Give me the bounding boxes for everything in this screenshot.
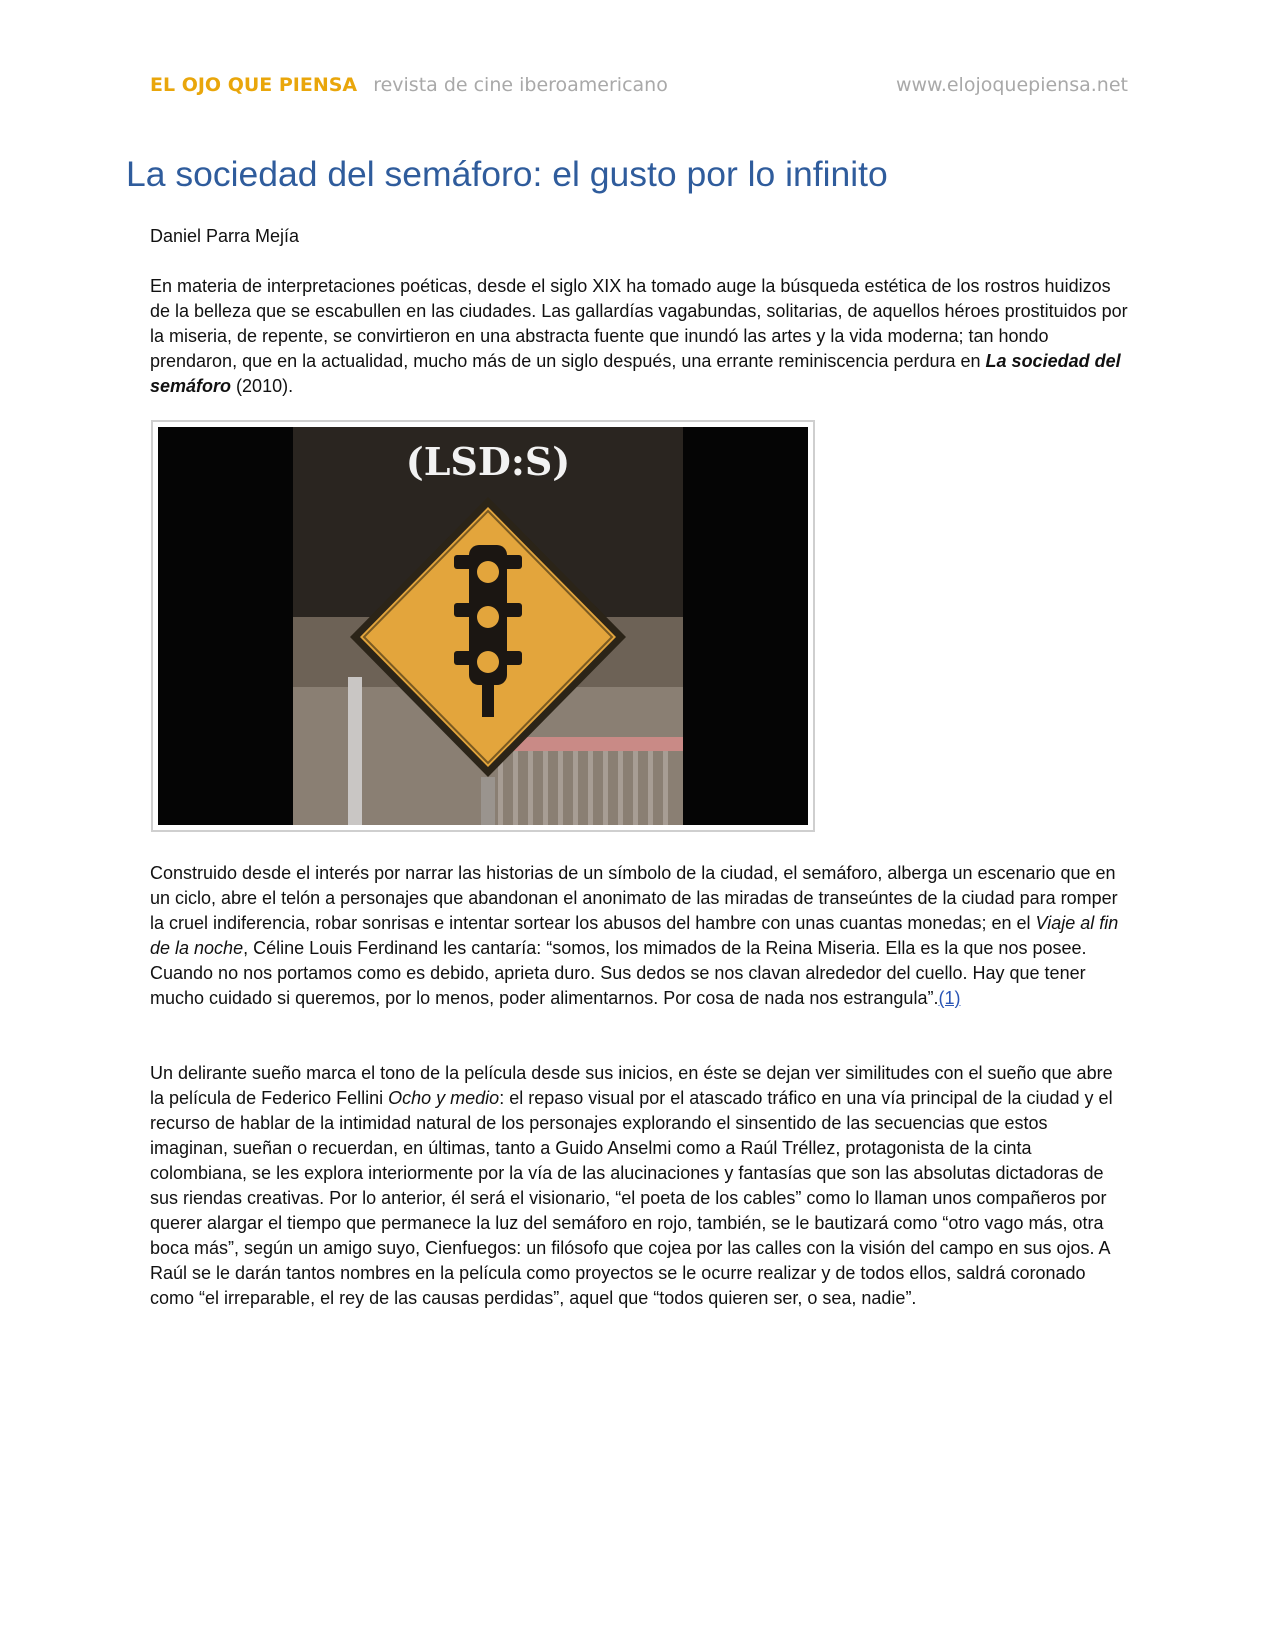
magazine-tagline: revista de cine iberoamericano — [373, 74, 668, 96]
fellini-film-emphasis: Ocho y medio — [388, 1088, 500, 1108]
article-author: Daniel Parra Mejía — [150, 226, 300, 246]
magazine-brand: EL OJO QUE PIENSA — [150, 74, 358, 96]
film-year: (2010). — [236, 376, 294, 396]
paragraph-fellini-text-a: Un delirante sueño marca el tono de la película desde sus inicios, en éste se dejan ver similitudes con el sueño que abre la película de Federico Fellini — [150, 1063, 1113, 1108]
poster-title-text: (LSD:S) — [405, 439, 571, 484]
page-header — [150, 74, 1128, 104]
paragraph-semaforo — [150, 861, 1130, 1011]
film-poster-figure — [151, 420, 815, 832]
book-title-emphasis: Viaje al fin de la noche — [150, 913, 1119, 958]
paragraph-semaforo-text-a: Construido desde el interés por narrar las historias de un símbolo de la ciudad, el semáforo, alberga un escenario que en un ciclo, abre el telón a personajes que abandonan el anonimato de las miradas de transeúntes de la ciudad para romper la cruel indiferencia, robar sonrisas e intentar sortear los abusos del hambre con unas cuantas monedas; en el — [150, 863, 1118, 933]
footnote-link[interactable]: (1) — [938, 988, 961, 1008]
website-url: www.elojoquepiensa.net — [895, 74, 1128, 96]
film-poster-image — [158, 427, 808, 825]
article-title: La sociedad del semáforo: el gusto por lo infinito — [126, 154, 888, 194]
paragraph-fellini — [150, 1061, 1130, 1311]
paragraph-fellini-text-b: : el repaso visual por el atascado tráfico en una vía principal de la ciudad y el recurso de hablar de la intimidad natural de los personajes explorando el sinsentido de las secuencias que estos imaginan, sueñan o recuerdan, en últimas, tanto a Guido Anselmi como a Raúl Tréllez, protagonista de la cinta colombiana, se les explora interiormente por la vía de las alucinaciones y fantasías que son las absolutas dictadoras de sus riendas creativas. Por lo anterior, él será el visionario, “el poeta de los cables” como lo llaman unos compañeros por querer alargar el tiempo que permanece la luz del semáforo en rojo, también, se le bautizará como “otro vago más, otra boca más”, según un amigo suyo, Cienfuegos: un filósofo que cojea por las calles con la visión del campo en sus ojos. A Raúl se le darán tantos nombres en la película como proyectos se le ocurre realizar y de todos ellos, saldrá coronado como “el irreparable, el rey de las causas perdidas”, aquel que “todos quieren ser, o sea, nadie”. — [150, 1088, 1113, 1308]
film-title-emphasis: La sociedad del semáforo — [150, 351, 1121, 396]
paragraph-intro — [150, 274, 1130, 399]
paragraph-semaforo-text-b: , Céline Louis Ferdinand les cantaría: “somos, los mimados de la Reina Miseria. Ella es la que nos posee. Cuando no nos portamos como es debido, aprieta duro. Sus dedos se nos clavan alrededor del cuello. Hay que tener mucho cuidado si queremos, por lo menos, poder alimentarnos. Por cosa de nada nos estrangula”. — [150, 938, 1087, 1008]
paragraph-intro-text: En materia de interpretaciones poéticas, desde el siglo XIX ha tomado auge la búsqueda estética de los rostros huidizos de la belleza que se escabullen en las ciudades. Las gallardías vagabundas, solitarias, de aquellos héroes prostituidos por la miseria, de repente, se convirtieron en una abstracta fuente que inundó las artes y la vida moderna; tan hondo prendaron, que en la actualidad, mucho más de un siglo después, una errante reminiscencia perdura en — [150, 276, 1128, 371]
